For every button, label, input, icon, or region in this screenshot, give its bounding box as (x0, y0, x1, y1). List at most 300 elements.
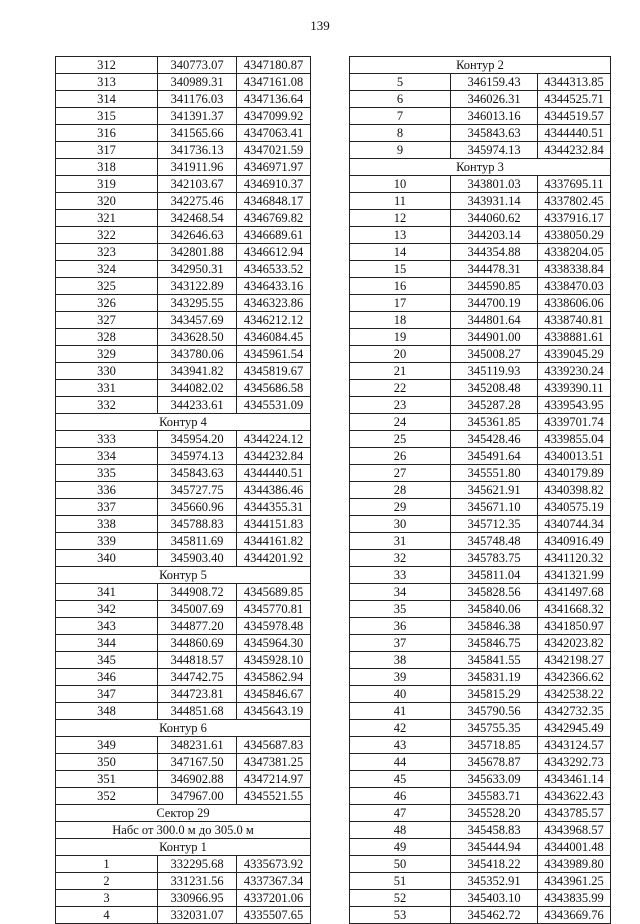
point-number-cell: 326 (56, 295, 158, 312)
y-coordinate-cell: 4343989.80 (538, 856, 611, 873)
x-coordinate-cell: 345903.40 (158, 550, 237, 567)
section-header: Контур 1 (56, 839, 311, 856)
point-number-cell: 341 (56, 584, 158, 601)
x-coordinate-cell: 344203.14 (451, 227, 538, 244)
y-coordinate-cell: 4342732.35 (538, 703, 611, 720)
x-coordinate-cell: 345418.22 (451, 856, 538, 873)
y-coordinate-cell: 4340179.89 (538, 465, 611, 482)
y-coordinate-cell: 4342023.82 (538, 635, 611, 652)
point-number-cell: 47 (350, 805, 451, 822)
y-coordinate-cell: 4338338.84 (538, 261, 611, 278)
x-coordinate-cell: 345846.38 (451, 618, 538, 635)
x-coordinate-cell: 345119.93 (451, 363, 538, 380)
table-row (350, 499, 611, 516)
section-header-row (350, 57, 611, 74)
y-coordinate-cell: 4343461.14 (538, 771, 611, 788)
table-row (56, 363, 311, 380)
x-coordinate-cell: 345660.96 (158, 499, 237, 516)
x-coordinate-cell: 344860.69 (158, 635, 237, 652)
point-number-cell: 313 (56, 74, 158, 91)
x-coordinate-cell: 345755.35 (451, 720, 538, 737)
x-coordinate-cell: 342103.67 (158, 176, 237, 193)
table-row (350, 703, 611, 720)
table-row (350, 686, 611, 703)
x-coordinate-cell: 345828.56 (451, 584, 538, 601)
point-number-cell: 28 (350, 482, 451, 499)
table-row (350, 278, 611, 295)
point-number-cell: 351 (56, 771, 158, 788)
point-number-cell: 39 (350, 669, 451, 686)
point-number-cell: 48 (350, 822, 451, 839)
table-row (350, 737, 611, 754)
y-coordinate-cell: 4342538.22 (538, 686, 611, 703)
x-coordinate-cell: 344801.64 (451, 312, 538, 329)
y-coordinate-cell: 4346689.61 (237, 227, 311, 244)
table-row (56, 278, 311, 295)
point-number-cell: 322 (56, 227, 158, 244)
y-coordinate-cell: 4347099.92 (237, 108, 311, 125)
table-row (350, 176, 611, 193)
table-row (350, 601, 611, 618)
x-coordinate-cell: 343941.82 (158, 363, 237, 380)
point-number-cell: 15 (350, 261, 451, 278)
point-number-cell: 53 (350, 907, 451, 924)
section-header-row (350, 159, 611, 176)
table-row (56, 465, 311, 482)
x-coordinate-cell: 332295.68 (158, 856, 237, 873)
section-header-row (56, 720, 311, 737)
y-coordinate-cell: 4346212.12 (237, 312, 311, 329)
y-coordinate-cell: 4341668.32 (538, 601, 611, 618)
x-coordinate-cell: 330966.95 (158, 890, 237, 907)
y-coordinate-cell: 4343961.25 (538, 873, 611, 890)
table-row (56, 584, 311, 601)
x-coordinate-cell: 344877.20 (158, 618, 237, 635)
x-coordinate-cell: 345783.75 (451, 550, 538, 567)
x-coordinate-cell: 342468.54 (158, 210, 237, 227)
x-coordinate-cell: 345671.10 (451, 499, 538, 516)
x-coordinate-cell: 343801.03 (451, 176, 538, 193)
y-coordinate-cell: 4343835.99 (538, 890, 611, 907)
x-coordinate-cell: 345790.56 (451, 703, 538, 720)
y-coordinate-cell: 4344232.84 (538, 142, 611, 159)
y-coordinate-cell: 4337201.06 (237, 890, 311, 907)
table-row (56, 380, 311, 397)
point-number-cell: 29 (350, 499, 451, 516)
point-number-cell: 18 (350, 312, 451, 329)
x-coordinate-cell: 344700.19 (451, 295, 538, 312)
point-number-cell: 343 (56, 618, 158, 635)
x-coordinate-cell: 345815.29 (451, 686, 538, 703)
x-coordinate-cell: 344082.02 (158, 380, 237, 397)
point-number-cell: 33 (350, 567, 451, 584)
y-coordinate-cell: 4344151.83 (237, 516, 311, 533)
y-coordinate-cell: 4344232.84 (237, 448, 311, 465)
y-coordinate-cell: 4347214.97 (237, 771, 311, 788)
y-coordinate-cell: 4337695.11 (538, 176, 611, 193)
table-row (350, 754, 611, 771)
y-coordinate-cell: 4347021.59 (237, 142, 311, 159)
point-number-cell: 40 (350, 686, 451, 703)
x-coordinate-cell: 344901.00 (451, 329, 538, 346)
y-coordinate-cell: 4345846.67 (237, 686, 311, 703)
y-coordinate-cell: 4347161.08 (237, 74, 311, 91)
x-coordinate-cell: 345551.80 (451, 465, 538, 482)
section-header: Контур 3 (350, 159, 611, 176)
table-row (56, 737, 311, 754)
table-row (350, 397, 611, 414)
table-row (56, 635, 311, 652)
y-coordinate-cell: 4343292.73 (538, 754, 611, 771)
point-number-cell: 5 (350, 74, 451, 91)
table-row (56, 533, 311, 550)
table-row (350, 584, 611, 601)
point-number-cell: 316 (56, 125, 158, 142)
x-coordinate-cell: 345727.75 (158, 482, 237, 499)
point-number-cell: 8 (350, 125, 451, 142)
x-coordinate-cell: 343295.55 (158, 295, 237, 312)
point-number-cell: 336 (56, 482, 158, 499)
point-number-cell: 327 (56, 312, 158, 329)
y-coordinate-cell: 4342945.49 (538, 720, 611, 737)
x-coordinate-cell: 345748.48 (451, 533, 538, 550)
point-number-cell: 26 (350, 448, 451, 465)
table-row (56, 397, 311, 414)
point-number-cell: 37 (350, 635, 451, 652)
y-coordinate-cell: 4339701.74 (538, 414, 611, 431)
point-number-cell: 312 (56, 57, 158, 74)
x-coordinate-cell: 345208.48 (451, 380, 538, 397)
y-coordinate-cell: 4345978.48 (237, 618, 311, 635)
table-row (350, 822, 611, 839)
x-coordinate-cell: 342801.88 (158, 244, 237, 261)
x-coordinate-cell: 345444.94 (451, 839, 538, 856)
table-row (56, 856, 311, 873)
table-row (350, 652, 611, 669)
point-number-cell: 43 (350, 737, 451, 754)
table-row (350, 448, 611, 465)
point-number-cell: 46 (350, 788, 451, 805)
point-number-cell: 346 (56, 669, 158, 686)
x-coordinate-cell: 344818.57 (158, 652, 237, 669)
y-coordinate-cell: 4340398.82 (538, 482, 611, 499)
x-coordinate-cell: 340989.31 (158, 74, 237, 91)
y-coordinate-cell: 4341321.99 (538, 567, 611, 584)
table-row (350, 788, 611, 805)
point-number-cell: 35 (350, 601, 451, 618)
y-coordinate-cell: 4344355.31 (237, 499, 311, 516)
x-coordinate-cell: 345352.91 (451, 873, 538, 890)
table-row (350, 329, 611, 346)
x-coordinate-cell: 341736.13 (158, 142, 237, 159)
x-coordinate-cell: 345846.75 (451, 635, 538, 652)
point-number-cell: 325 (56, 278, 158, 295)
point-number-cell: 25 (350, 431, 451, 448)
point-number-cell: 34 (350, 584, 451, 601)
y-coordinate-cell: 4346533.52 (237, 261, 311, 278)
y-coordinate-cell: 4346433.16 (237, 278, 311, 295)
y-coordinate-cell: 4346848.17 (237, 193, 311, 210)
y-coordinate-cell: 4346084.45 (237, 329, 311, 346)
point-number-cell: 324 (56, 261, 158, 278)
table-row (56, 74, 311, 91)
section-header: Контур 4 (56, 414, 311, 431)
point-number-cell: 317 (56, 142, 158, 159)
point-number-cell: 348 (56, 703, 158, 720)
y-coordinate-cell: 4344440.51 (237, 465, 311, 482)
point-number-cell: 321 (56, 210, 158, 227)
y-coordinate-cell: 4342198.27 (538, 652, 611, 669)
x-coordinate-cell: 344233.61 (158, 397, 237, 414)
point-number-cell: 42 (350, 720, 451, 737)
y-coordinate-cell: 4346323.86 (237, 295, 311, 312)
table-row (56, 312, 311, 329)
x-coordinate-cell: 347967.00 (158, 788, 237, 805)
y-coordinate-cell: 4341497.68 (538, 584, 611, 601)
y-coordinate-cell: 4340916.49 (538, 533, 611, 550)
point-number-cell: 329 (56, 346, 158, 363)
point-number-cell: 339 (56, 533, 158, 550)
point-number-cell: 314 (56, 91, 158, 108)
x-coordinate-cell: 341176.03 (158, 91, 237, 108)
y-coordinate-cell: 4344224.12 (237, 431, 311, 448)
x-coordinate-cell: 345678.87 (451, 754, 538, 771)
point-number-cell: 333 (56, 431, 158, 448)
point-number-cell: 16 (350, 278, 451, 295)
table-row (350, 550, 611, 567)
table-row (56, 907, 311, 924)
x-coordinate-cell: 346159.43 (451, 74, 538, 91)
table-row (56, 516, 311, 533)
point-number-cell: 24 (350, 414, 451, 431)
table-row (350, 839, 611, 856)
y-coordinate-cell: 4347136.64 (237, 91, 311, 108)
y-coordinate-cell: 4340575.19 (538, 499, 611, 516)
table-row (56, 754, 311, 771)
x-coordinate-cell: 345528.20 (451, 805, 538, 822)
point-number-cell: 31 (350, 533, 451, 550)
x-coordinate-cell: 341391.37 (158, 108, 237, 125)
x-coordinate-cell: 345633.09 (451, 771, 538, 788)
table-row (56, 550, 311, 567)
y-coordinate-cell: 4337802.45 (538, 193, 611, 210)
x-coordinate-cell: 344478.31 (451, 261, 538, 278)
point-number-cell: 331 (56, 380, 158, 397)
section-header-row (56, 414, 311, 431)
x-coordinate-cell: 345840.06 (451, 601, 538, 618)
point-number-cell: 21 (350, 363, 451, 380)
table-row (350, 482, 611, 499)
x-coordinate-cell: 345831.19 (451, 669, 538, 686)
y-coordinate-cell: 4335507.65 (237, 907, 311, 924)
table-left-body (56, 57, 311, 924)
x-coordinate-cell: 346902.88 (158, 771, 237, 788)
table-row (350, 567, 611, 584)
table-row (350, 669, 611, 686)
point-number-cell: 27 (350, 465, 451, 482)
section-header-row (56, 822, 311, 839)
table-row (350, 142, 611, 159)
point-number-cell: 332 (56, 397, 158, 414)
point-number-cell: 36 (350, 618, 451, 635)
point-number-cell: 12 (350, 210, 451, 227)
table-row (56, 448, 311, 465)
x-coordinate-cell: 344851.68 (158, 703, 237, 720)
table-row (56, 499, 311, 516)
point-number-cell: 52 (350, 890, 451, 907)
point-number-cell: 344 (56, 635, 158, 652)
table-row (56, 686, 311, 703)
table-row (350, 414, 611, 431)
table-row (56, 159, 311, 176)
table-row (350, 74, 611, 91)
table-row (56, 176, 311, 193)
table-row (56, 669, 311, 686)
table-row (350, 210, 611, 227)
y-coordinate-cell: 4344161.82 (237, 533, 311, 550)
table-row (56, 142, 311, 159)
point-number-cell: 337 (56, 499, 158, 516)
y-coordinate-cell: 4340744.34 (538, 516, 611, 533)
point-number-cell: 319 (56, 176, 158, 193)
point-number-cell: 320 (56, 193, 158, 210)
point-number-cell: 315 (56, 108, 158, 125)
y-coordinate-cell: 4345687.83 (237, 737, 311, 754)
section-header-row (56, 805, 311, 822)
point-number-cell: 51 (350, 873, 451, 890)
point-number-cell: 30 (350, 516, 451, 533)
y-coordinate-cell: 4338606.06 (538, 295, 611, 312)
x-coordinate-cell: 345621.91 (451, 482, 538, 499)
section-header: Контур 6 (56, 720, 311, 737)
table-row (350, 635, 611, 652)
y-coordinate-cell: 4345770.81 (237, 601, 311, 618)
table-row (56, 346, 311, 363)
x-coordinate-cell: 346013.16 (451, 108, 538, 125)
section-header: Сектор 29 (56, 805, 311, 822)
point-number-cell: 11 (350, 193, 451, 210)
section-header: Контур 2 (350, 57, 611, 74)
table-row (350, 380, 611, 397)
y-coordinate-cell: 4343124.57 (538, 737, 611, 754)
table-row (350, 363, 611, 380)
point-number-cell: 20 (350, 346, 451, 363)
table-row (350, 771, 611, 788)
y-coordinate-cell: 4346769.82 (237, 210, 311, 227)
x-coordinate-cell: 345583.71 (451, 788, 538, 805)
point-number-cell: 318 (56, 159, 158, 176)
table-row (56, 703, 311, 720)
x-coordinate-cell: 345974.13 (451, 142, 538, 159)
y-coordinate-cell: 4344201.92 (237, 550, 311, 567)
y-coordinate-cell: 4343968.57 (538, 822, 611, 839)
x-coordinate-cell: 344908.72 (158, 584, 237, 601)
section-header-row (56, 839, 311, 856)
x-coordinate-cell: 345954.20 (158, 431, 237, 448)
point-number-cell: 328 (56, 329, 158, 346)
y-coordinate-cell: 4345689.85 (237, 584, 311, 601)
point-number-cell: 10 (350, 176, 451, 193)
coordinates-table-right (349, 56, 611, 924)
point-number-cell: 340 (56, 550, 158, 567)
table-row (350, 193, 611, 210)
x-coordinate-cell: 344590.85 (451, 278, 538, 295)
table-row (350, 873, 611, 890)
point-number-cell: 3 (56, 890, 158, 907)
x-coordinate-cell: 345008.27 (451, 346, 538, 363)
table-row (56, 108, 311, 125)
y-coordinate-cell: 4346910.37 (237, 176, 311, 193)
y-coordinate-cell: 4339543.95 (538, 397, 611, 414)
y-coordinate-cell: 4338470.03 (538, 278, 611, 295)
point-number-cell: 2 (56, 873, 158, 890)
table-row (350, 346, 611, 363)
table-row (350, 465, 611, 482)
point-number-cell: 38 (350, 652, 451, 669)
point-number-cell: 32 (350, 550, 451, 567)
x-coordinate-cell: 343457.69 (158, 312, 237, 329)
point-number-cell: 45 (350, 771, 451, 788)
x-coordinate-cell: 345428.46 (451, 431, 538, 448)
point-number-cell: 17 (350, 295, 451, 312)
y-coordinate-cell: 4343669.76 (538, 907, 611, 924)
x-coordinate-cell: 343931.14 (451, 193, 538, 210)
point-number-cell: 4 (56, 907, 158, 924)
point-number-cell: 342 (56, 601, 158, 618)
x-coordinate-cell: 344742.75 (158, 669, 237, 686)
point-number-cell: 13 (350, 227, 451, 244)
table-row (56, 890, 311, 907)
x-coordinate-cell: 344060.62 (451, 210, 538, 227)
y-coordinate-cell: 4344525.71 (538, 91, 611, 108)
table-row (350, 805, 611, 822)
y-coordinate-cell: 4344386.46 (237, 482, 311, 499)
table-row (350, 261, 611, 278)
x-coordinate-cell: 343122.89 (158, 278, 237, 295)
x-coordinate-cell: 345718.85 (451, 737, 538, 754)
table-row (56, 788, 311, 805)
point-number-cell: 334 (56, 448, 158, 465)
y-coordinate-cell: 4345643.19 (237, 703, 311, 720)
table-row (350, 533, 611, 550)
table-row (350, 295, 611, 312)
table-row (56, 57, 311, 74)
page-number: 139 (310, 18, 330, 33)
table-row (56, 193, 311, 210)
y-coordinate-cell: 4345964.30 (237, 635, 311, 652)
y-coordinate-cell: 4339390.11 (538, 380, 611, 397)
table-row (350, 244, 611, 261)
y-coordinate-cell: 4339855.04 (538, 431, 611, 448)
y-coordinate-cell: 4340013.51 (538, 448, 611, 465)
point-number-cell: 7 (350, 108, 451, 125)
point-number-cell: 44 (350, 754, 451, 771)
y-coordinate-cell: 4335673.92 (237, 856, 311, 873)
table-row (56, 91, 311, 108)
table-row (350, 907, 611, 924)
point-number-cell: 323 (56, 244, 158, 261)
x-coordinate-cell: 341565.66 (158, 125, 237, 142)
x-coordinate-cell: 343780.06 (158, 346, 237, 363)
point-number-cell: 50 (350, 856, 451, 873)
y-coordinate-cell: 4342366.62 (538, 669, 611, 686)
table-row (56, 482, 311, 499)
x-coordinate-cell: 345361.85 (451, 414, 538, 431)
x-coordinate-cell: 345788.83 (158, 516, 237, 533)
point-number-cell: 352 (56, 788, 158, 805)
point-number-cell: 6 (350, 91, 451, 108)
point-number-cell: 338 (56, 516, 158, 533)
